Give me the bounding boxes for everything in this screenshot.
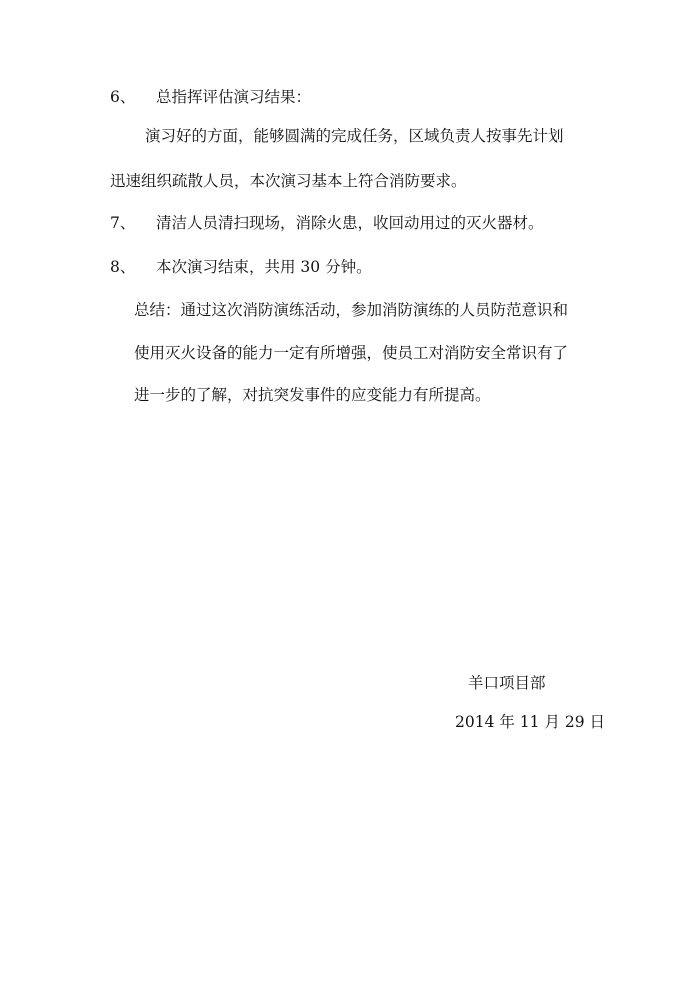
- summary-line-3: 进一步的了解，对抗突发事件的应变能力有所提高。: [134, 386, 491, 404]
- item-6-text: 总指挥评估演习结果：: [156, 88, 312, 106]
- item-7-number: 7、: [110, 214, 136, 232]
- item-6-body-line-2: 迅速组织疏散人员，本次演习基本上符合消防要求。: [110, 172, 467, 190]
- summary-line-2: 使用灭火设备的能力一定有所增强，使员工对消防安全常识有了: [134, 344, 569, 362]
- item-8-number: 8、: [110, 258, 136, 276]
- item-8: [110, 257, 372, 277]
- summary-line-1: 总结：通过这次消防演练活动，参加消防演练的人员防范意识和: [134, 301, 569, 319]
- item-7-text: 清洁人员清扫现场，消除火患，收回动用过的灭火器材。: [156, 214, 544, 232]
- item-6: [110, 87, 311, 107]
- item-6-body-line-1: 演习好的方面，能够圆满的完成任务，区域负责人按事先计划: [145, 127, 564, 145]
- item-6-number: 6、: [110, 88, 136, 106]
- item-7: [110, 213, 544, 233]
- signature-department: 羊口项目部: [468, 674, 546, 692]
- item-8-text: 本次演习结束，共用 30 分钟。: [156, 258, 372, 276]
- signature-date: 2014 年 11 月 29 日: [455, 713, 606, 731]
